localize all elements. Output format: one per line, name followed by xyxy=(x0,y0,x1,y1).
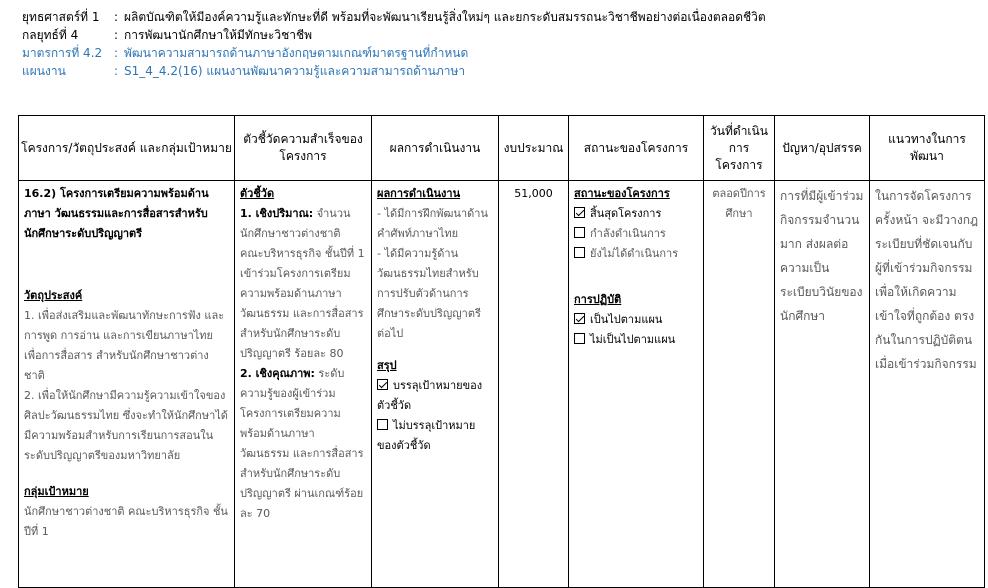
objective-heading: วัตถุประสงค์ xyxy=(24,289,83,302)
results-heading: ผลการดำเนินงาน xyxy=(377,187,461,200)
col-header-budget: งบประมาณ xyxy=(499,116,569,181)
target-text: นักศึกษาชาวต่างชาติ คณะบริหารธุรกิจ ชั้นปีที่ 1 xyxy=(24,505,228,538)
checkbox-icon xyxy=(574,333,585,344)
colon: : xyxy=(114,64,119,78)
tactic-value: การพัฒนานักศึกษาให้มีทักษะวิชาชีพ xyxy=(124,28,313,42)
status-in-progress: กำลังดำเนินการ xyxy=(590,227,666,240)
cell-date: ตลอดปีการศึกษา xyxy=(704,181,775,588)
document-header xyxy=(22,8,766,80)
cell-problems: การที่มีผู้เข้าร่วมกิจกรรมจำนวนมาก ส่งผลต่อความเป็นระเบียบวินัยของนักศึกษา xyxy=(775,181,870,588)
quant-text: จำนวนนักศึกษาชาวต่างชาติ คณะบริหารธุรกิจ ชั้นปีที่ 1 เข้าร่วมโครงการเตรียมความพร้อมด้านภาษา วัฒนธรรม และการสื่อสารสำหรับนักศึกษาระดับปริญญาตรี ร้อยละ 80 xyxy=(240,207,365,360)
cell-project xyxy=(19,181,235,588)
cell-results xyxy=(372,181,499,588)
col-header-results: ผลการดำเนินงาน xyxy=(372,116,499,181)
col-header-status: สถานะของโครงการ xyxy=(569,116,704,181)
cell-budget: 51,000 xyxy=(499,181,569,588)
plan-value: S1_4_4.2(16) แผนงานพัฒนาความรู้และความสามารถด้านภาษา xyxy=(124,64,466,78)
summary-heading: สรุป xyxy=(377,359,397,372)
indicator-heading: ตัวชี้วัด xyxy=(240,187,275,200)
strategy-line xyxy=(22,8,766,26)
checkbox-icon xyxy=(574,227,585,238)
cell-development: ในการจัดโครงการครั้งหน้า จะมีวางกฎระเบียบที่ชัดเจนกับผู้ที่เข้าร่วมกิจกรรม เพื่อให้เกิดความเข้าใจที่ถูกต้อง ตรงกันในการปฏิบัติตนเมื่อเข้าร่วมกิจกรรม xyxy=(870,181,985,588)
checkbox-icon xyxy=(377,419,388,430)
practice-not-as-planned: ไม่เป็นไปตามแผน xyxy=(590,333,676,346)
cell-status xyxy=(569,181,704,588)
table-header-row xyxy=(19,116,985,181)
not-achieved-label: ไม่บรรลุเป้าหมายของตัวชี้วัด xyxy=(377,419,476,452)
strategy-value: ผลิตบัณฑิตให้มีองค์ความรู้และทักษะที่ดี พร้อมที่จะพัฒนาเรียนรู้สิ่งใหม่ๆ และยกระดับสมรรถนะวิชาชีพอย่างต่อเนื่องตลอดชีวิต xyxy=(124,10,766,24)
strategy-label: ยุทธศาสตร์ที่ 1 xyxy=(22,10,100,24)
tactic-line xyxy=(22,26,766,44)
colon: : xyxy=(114,46,119,60)
project-table xyxy=(18,115,985,588)
achieved-label: บรรลุเป้าหมายของตัวชี้วัด xyxy=(377,379,483,412)
status-heading: สถานะของโครงการ xyxy=(574,187,670,200)
checked-checkbox-icon xyxy=(574,207,585,218)
plan-line xyxy=(22,62,766,80)
measure-line xyxy=(22,44,766,62)
result-item-2: - ได้มีความรู้ด้านวัฒนธรรมไทยสำหรับการปรับตัวด้านการศึกษาระดับปริญญาตรีต่อไป xyxy=(377,247,481,340)
result-item-1: - ได้มีการฝึกพัฒนาด้านคำศัพท์ภาษาไทย xyxy=(377,207,488,240)
qual-text: ระดับความรู้ของผู้เข้าร่วมโครงการเตรียมความพร้อมด้านภาษา วัฒนธรรม และการสื่อสารสำหรับนักศึกษาระดับปริญญาตรี ผ่านเกณฑ์ร้อยละ 70 xyxy=(240,367,364,520)
target-heading: กลุ่มเป้าหมาย xyxy=(24,485,89,498)
objective-2: 2. เพื่อให้นักศึกษามีความรู้ความเข้าใจของศิลปะวัฒนธรรมไทย ซึ่งจะทำให้นักศึกษาได้มีความพร้อมสำหรับการเรียนการสอนในระดับปริญญาตรีของมหาวิทยาลัย xyxy=(24,389,228,462)
practice-heading: การปฏิบัติ xyxy=(574,293,622,306)
status-completed: สิ้นสุดโครงการ xyxy=(590,207,662,220)
col-header-problems: ปัญหา/อุปสรรค xyxy=(775,116,870,181)
measure-value: พัฒนาความสามารถด้านภาษาอังกฤษตามเกณฑ์มาตรฐานที่กำหนด xyxy=(124,46,469,60)
plan-label: แผนงาน xyxy=(22,64,66,78)
practice-as-planned: เป็นไปตามแผน xyxy=(590,313,663,326)
col-header-indicators: ตัวชี้วัดความสำเร็จของโครงการ xyxy=(235,116,372,181)
colon: : xyxy=(114,28,119,42)
quant-label: 1. เชิงปริมาณ: xyxy=(240,207,314,220)
colon: : xyxy=(114,10,119,24)
checked-checkbox-icon xyxy=(377,379,388,390)
objective-1: 1. เพื่อส่งเสริมและพัฒนาทักษะการฟัง และการพูด การอ่าน และการเขียนภาษาไทยเพื่อการสื่อสาร สำหรับนักศึกษาชาวต่างชาติ xyxy=(24,309,225,382)
col-header-project: โครงการ/วัตถุประสงค์ และกลุ่มเป้าหมาย xyxy=(19,116,235,181)
project-title: 16.2) โครงการเตรียมความพร้อมด้านภาษา วัฒนธรรมและการสื่อสารสำหรับนักศึกษาระดับปริญญาตรี xyxy=(24,187,209,240)
table-row xyxy=(19,181,985,588)
cell-indicators xyxy=(235,181,372,588)
status-not-started: ยังไม่ได้ดำเนินการ xyxy=(590,247,679,260)
col-header-date: วันที่ดำเนินการโครงการ xyxy=(704,116,775,181)
checkbox-icon xyxy=(574,247,585,258)
checked-checkbox-icon xyxy=(574,313,585,324)
col-header-development: แนวทางในการพัฒนา xyxy=(870,116,985,181)
tactic-label: กลยุทธ์ที่ 4 xyxy=(22,28,79,42)
qual-label: 2. เชิงคุณภาพ: xyxy=(240,367,315,380)
measure-label: มาตรการที่ 4.2 xyxy=(22,46,103,60)
